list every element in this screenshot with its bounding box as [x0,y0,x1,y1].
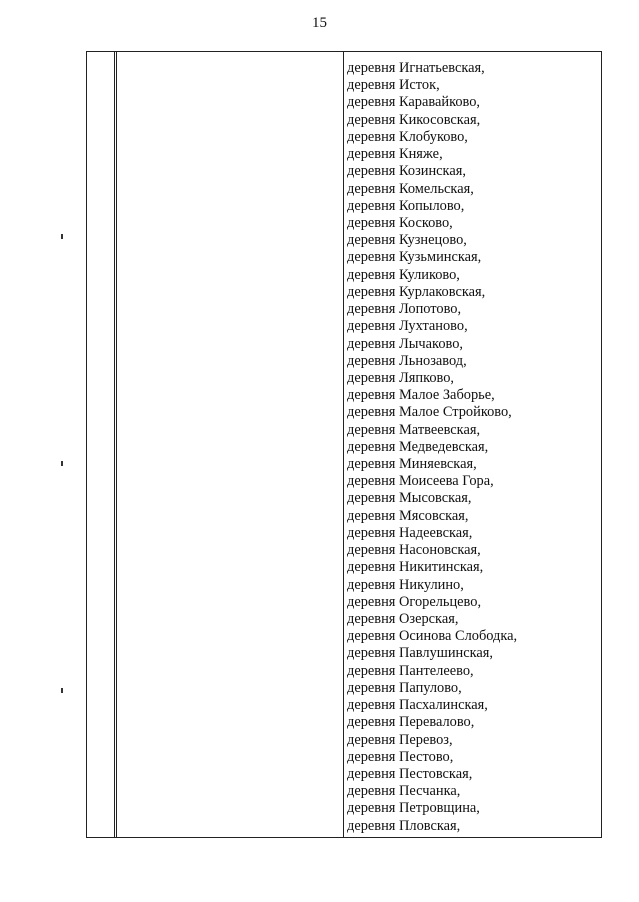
village-entry: деревня Копылово, [347,197,465,214]
village-entry: деревня Петровщина, [347,800,480,817]
village-entry: деревня Комельская, [347,180,474,197]
village-entry: деревня Осинова Слободка, [347,628,518,645]
scan-speck [61,461,63,466]
village-entry: деревня Пасхалинская, [347,697,488,714]
village-entry: деревня Клобуково, [347,128,468,145]
village-entry: деревня Ляпково, [347,369,455,386]
village-entry: деревня Моисеева Гора, [347,473,494,490]
village-entry: деревня Куликово, [347,266,460,283]
village-entry: деревня Лычаково, [347,335,464,352]
scan-speck [61,234,63,239]
village-entry: деревня Матвеевская, [347,421,481,438]
village-entry: деревня Исток, [347,77,440,94]
page-number: 15 [312,15,327,31]
village-entry: деревня Насоновская, [347,542,481,559]
village-entry: деревня Павлушинская, [347,645,494,662]
village-list [347,60,597,835]
village-entry: деревня Лопотово, [347,301,462,318]
village-entry: деревня Льнозавод, [347,352,467,369]
village-entry: деревня Перевалово, [347,714,475,731]
village-entry: деревня Кузьминская, [347,249,482,266]
village-entry: деревня Пантелеево, [347,662,474,679]
village-entry: деревня Малое Заборье, [347,387,495,404]
village-entry: деревня Пестовская, [347,765,473,782]
village-entry: деревня Никитинская, [347,559,484,576]
village-entry: деревня Курлаковская, [347,283,486,300]
village-entry: деревня Огорельцево, [347,593,482,610]
village-entry: деревня Никулино, [347,576,464,593]
village-entry: деревня Папулово, [347,679,462,696]
village-entry: деревня Медведевская, [347,438,489,455]
village-entry: деревня Кузнецово, [347,232,467,249]
village-entry: деревня Пловская, [347,817,461,834]
settlements-table [86,51,602,838]
column-divider-1 [114,52,115,837]
village-entry: деревня Надеевская, [347,524,473,541]
village-entry: деревня Игнатьевская, [347,60,485,76]
village-entry: деревня Малое Стройково, [347,404,512,421]
village-entry: деревня Лухтаново, [347,318,468,335]
village-entry: деревня Мысовская, [347,490,472,507]
village-entry: деревня Кикосовская, [347,111,481,128]
village-entry: деревня Мясовская, [347,507,469,524]
column-divider-3 [343,52,344,837]
village-entry: деревня Козинская, [347,163,466,180]
village-entry: деревня Княже, [347,146,443,163]
scan-speck [61,688,63,693]
column-divider-2 [116,52,117,837]
village-entry: деревня Пестово, [347,748,454,765]
village-entry: деревня Косково, [347,214,453,231]
village-entry: деревня Миняевская, [347,456,477,473]
village-entry: деревня Каравайково, [347,94,481,111]
village-entry: деревня Песчанка, [347,783,461,800]
village-entry: деревня Озерская, [347,611,459,627]
village-entry: деревня Перевоз, [347,731,453,748]
